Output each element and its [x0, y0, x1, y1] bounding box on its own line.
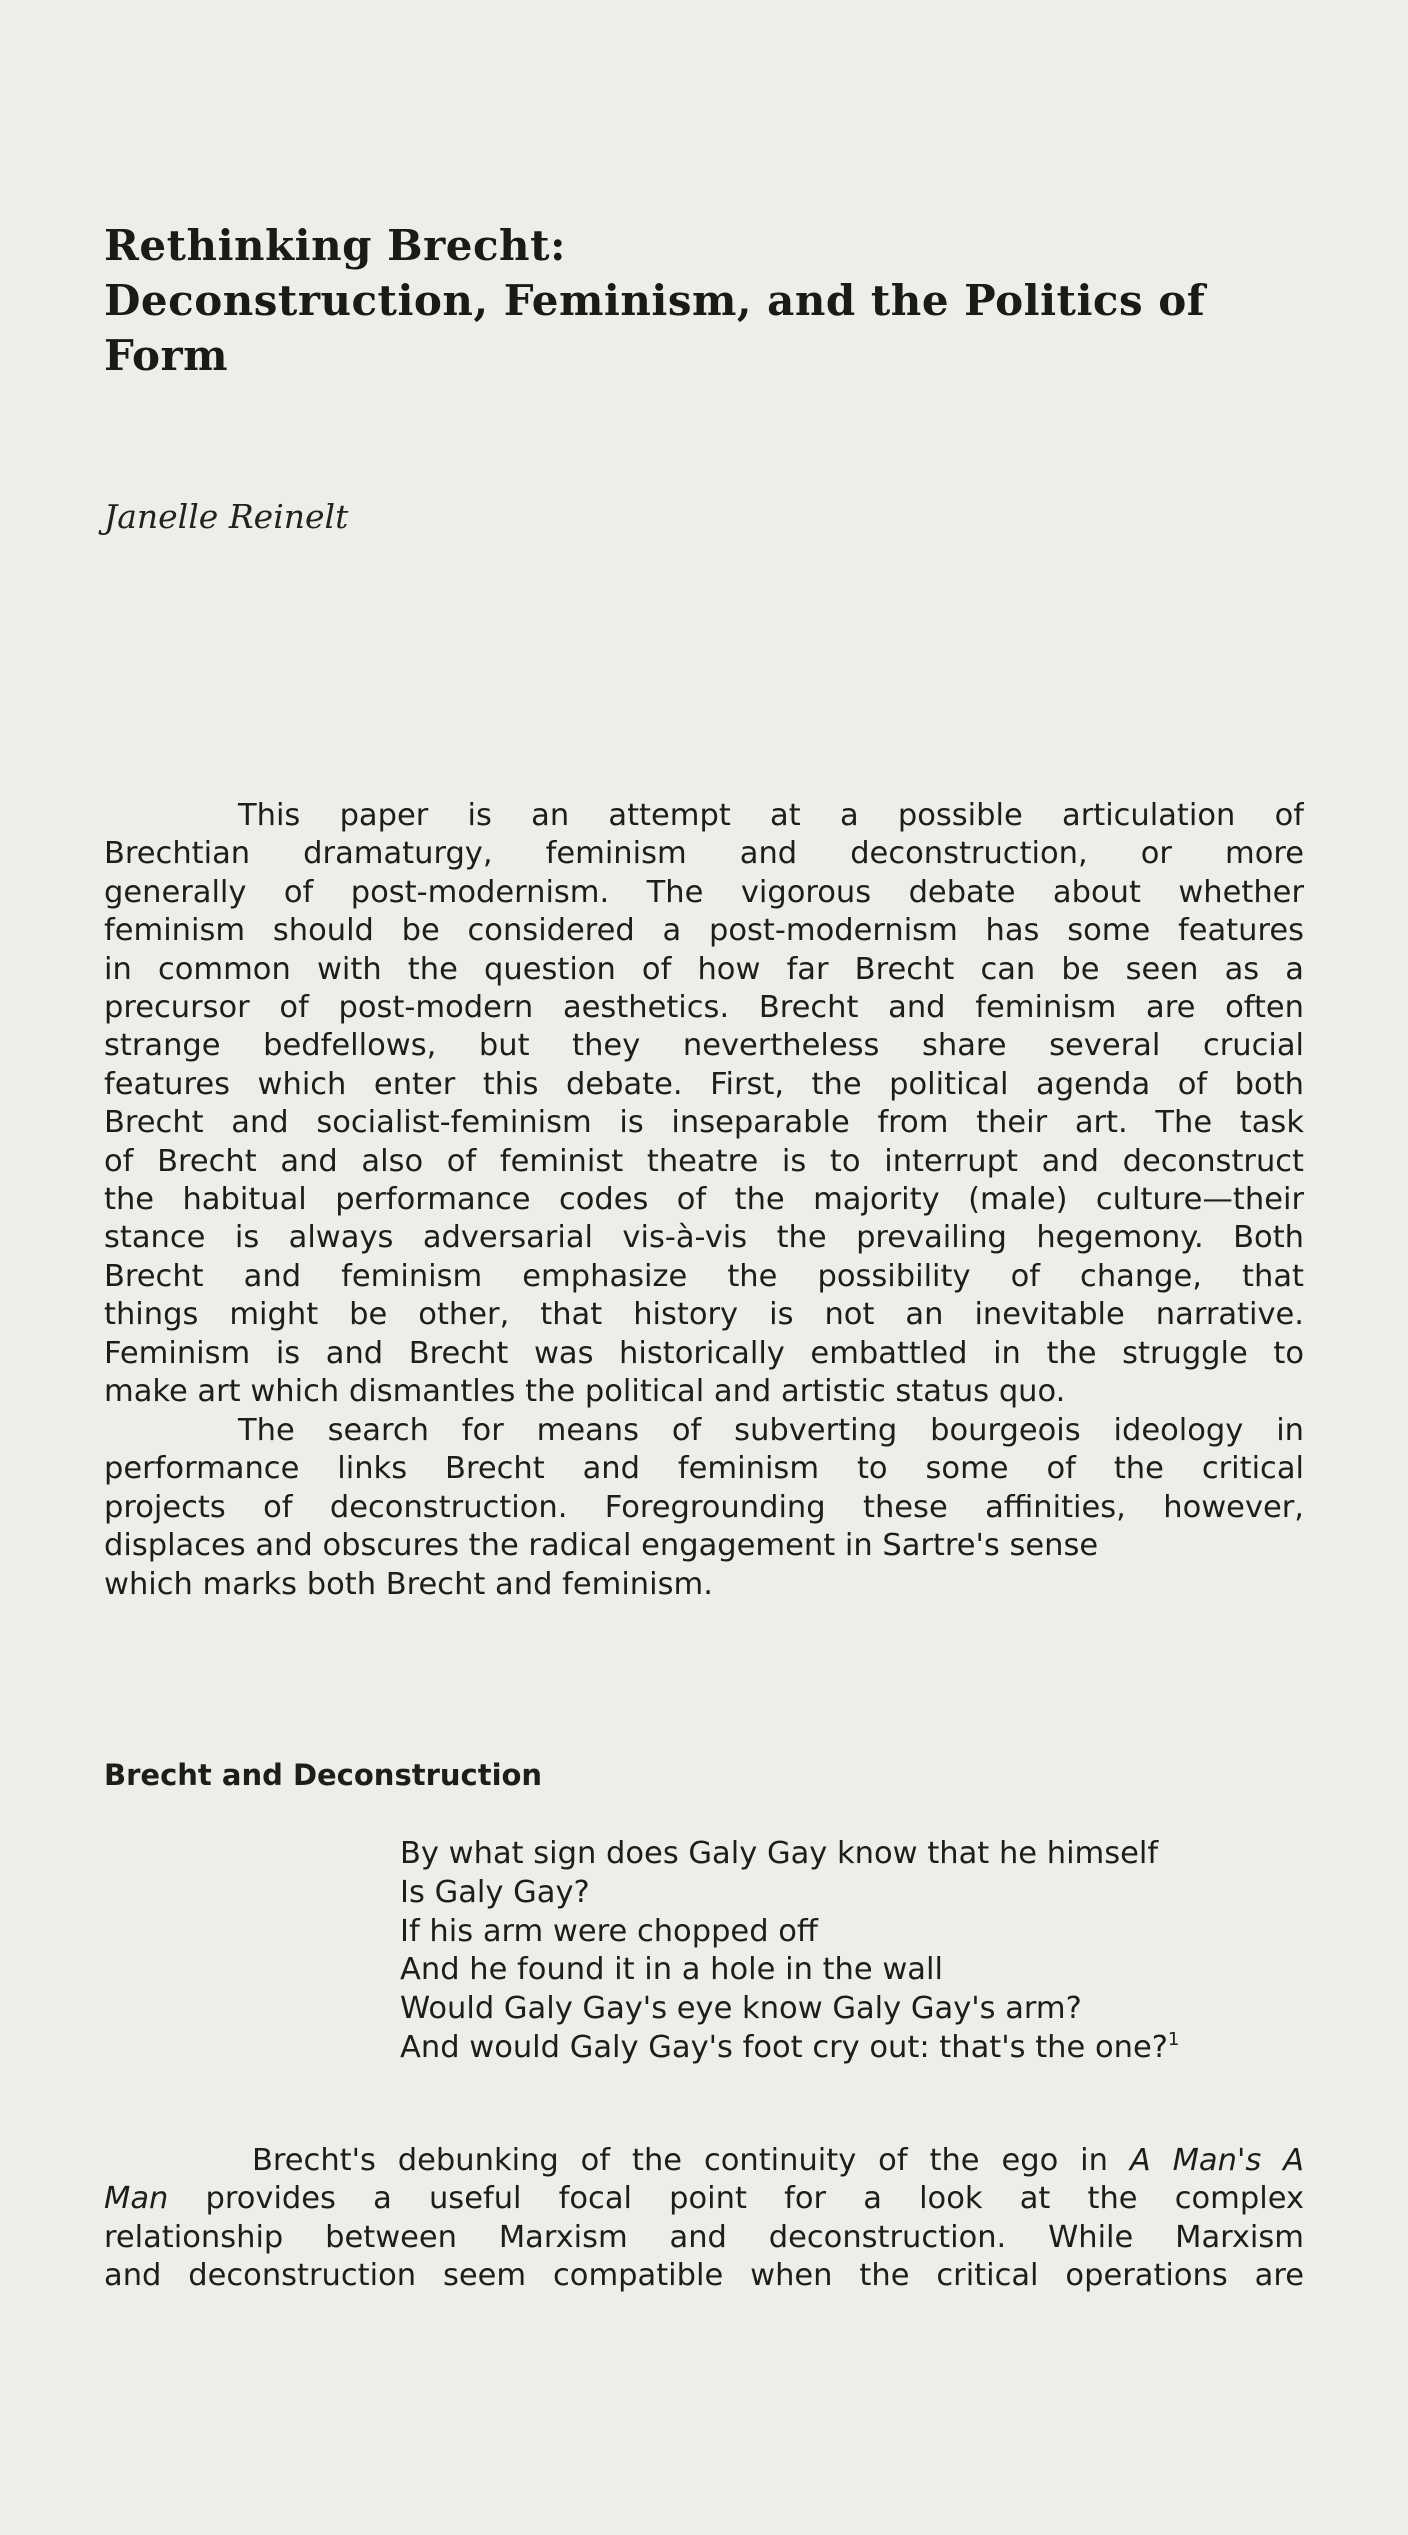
- text-segment: provides a useful focal point for a look at the complex: [168, 2181, 1304, 2217]
- text-line: Feminism is and Brecht was historically embattled in the struggle to: [104, 1335, 1304, 1371]
- verse-line: If his arm were chopped off: [400, 1913, 818, 1949]
- paragraph-1: [104, 797, 1304, 1412]
- text-line: things might be other, that history is not an inevitable narrative.: [104, 1297, 1304, 1333]
- text-line: and deconstruction seem compatible when the critical operations are: [104, 2258, 1304, 2294]
- text-line: which marks both Brecht and feminism.: [104, 1566, 713, 1602]
- article-title: [104, 218, 1334, 383]
- text-line: [104, 2180, 1304, 2218]
- text-line: performance links Brecht and feminism to some of the critical: [104, 1451, 1304, 1487]
- verse-line: Would Galy Gay's eye know Galy Gay's arm?: [400, 1991, 1082, 2027]
- text-line: This paper is an attempt at a possible articulation of: [238, 798, 1304, 833]
- text-line: features which enter this debate. First, the political agenda of both: [104, 1066, 1304, 1102]
- text-line: projects of deconstruction. Foregrounding these affinities, however,: [104, 1489, 1304, 1525]
- work-title: A Man's A: [1129, 2143, 1304, 2178]
- paragraph-2: [104, 1412, 1304, 1604]
- section-heading: Brecht and Deconstruction: [104, 1758, 543, 1792]
- text-line: make art which dismantles the political and artistic status quo.: [104, 1374, 1066, 1410]
- paragraph-3: [104, 2142, 1304, 2296]
- text-line: the habitual performance codes of the majority (male) culture—their: [104, 1182, 1304, 1218]
- verse-line: And he found it in a hole in the wall: [400, 1952, 943, 1988]
- text-line: relationship between Marxism and deconstruction. While Marxism: [104, 2219, 1304, 2255]
- text-line: displaces and obscures the radical engagement in Sartre's sense: [104, 1528, 1099, 1564]
- text-segment: Brecht's debunking of the continuity of the ego in: [252, 2143, 1130, 2178]
- text-line: stance is always adversarial vis-à-vis the prevailing hegemony. Both: [104, 1220, 1304, 1256]
- text-line: The search for means of subverting bourgeois ideology in: [238, 1413, 1304, 1448]
- text-line: feminism should be considered a post-modernism has some features: [104, 913, 1304, 949]
- title-line: Form: [104, 331, 229, 380]
- text-line: Brecht and feminism emphasize the possibility of change, that: [104, 1258, 1304, 1294]
- text-line: of Brecht and also of feminist theatre is to interrupt and deconstruct: [104, 1143, 1304, 1179]
- verse-quotation: [400, 1835, 1179, 2068]
- text-line: Brechtian dramaturgy, feminism and deconstruction, or more: [104, 836, 1304, 872]
- text-line: in common with the question of how far Brecht can be seen as a: [104, 951, 1304, 987]
- verse-line: By what sign does Galy Gay know that he himself: [400, 1836, 1159, 1871]
- text-line: strange bedfellows, but they nevertheless share several crucial: [104, 1028, 1304, 1064]
- verse-line: [400, 2029, 1179, 2068]
- text-line: precursor of post-modern aesthetics. Brecht and feminism are often: [104, 990, 1304, 1026]
- text-line: [104, 2142, 1304, 2180]
- title-line: Rethinking Brecht:: [104, 221, 566, 270]
- author-name: Janelle Reinelt: [104, 497, 349, 536]
- title-line: Deconstruction, Feminism, and the Politics of: [104, 276, 1206, 325]
- text-line: Brecht and socialist-feminism is inseparable from their art. The task: [104, 1105, 1304, 1141]
- verse-line-text: And would Galy Gay's foot cry out: that's the one?: [400, 2029, 1168, 2065]
- text-line: generally of post-modernism. The vigorous debate about whether: [104, 874, 1304, 910]
- footnote-marker: 1: [1167, 2028, 1180, 2050]
- verse-line: Is Galy Gay?: [400, 1874, 590, 1910]
- work-title: Man: [104, 2181, 169, 2217]
